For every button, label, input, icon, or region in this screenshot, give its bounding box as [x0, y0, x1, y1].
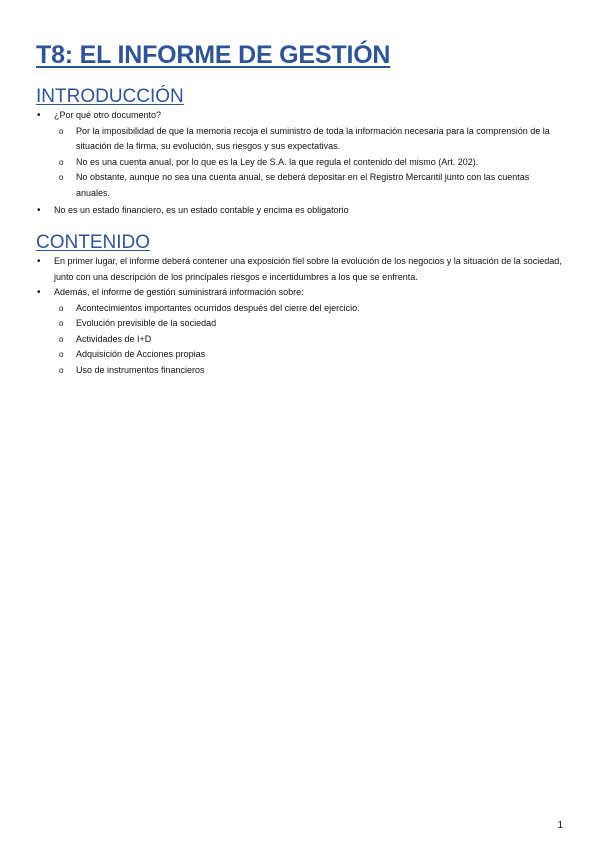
- list-item: [0, 108, 599, 124]
- list-item-text: No es una cuenta anual, por lo que es la Ley de S.A. la que regula el contenido del mismo (Art. 202).: [76, 156, 479, 167]
- circle-bullet-icon: o: [59, 365, 64, 375]
- bullet-icon: •: [37, 256, 41, 267]
- circle-bullet-icon: o: [59, 334, 64, 344]
- circle-bullet-icon: o: [59, 319, 64, 328]
- section-heading-introduccion: INTRODUCCIÓN: [36, 86, 184, 107]
- list-item-text: No obstante, aunque no sea una cuenta anual, se deberá depositar en el Registro Mercantil junto con las cuentas anuales.: [76, 172, 530, 198]
- bullet-icon: •: [37, 205, 41, 216]
- circle-bullet-icon: o: [59, 157, 64, 167]
- circle-bullet-icon: o: [59, 350, 64, 359]
- list-item: [0, 363, 599, 379]
- list-item-text: Evolución previsible de la sociedad: [76, 318, 217, 328]
- list-item: [0, 347, 599, 363]
- list-item: [0, 124, 599, 155]
- contenido-list: [0, 254, 599, 378]
- list-item: [0, 316, 599, 332]
- list-item-text: Acontecimientos importantes ocurridos después del cierre del ejercicio.: [76, 302, 360, 313]
- circle-bullet-icon: o: [59, 303, 64, 313]
- list-item-text: Adquisición de Acciones propias: [76, 349, 206, 359]
- section-heading-contenido: CONTENIDO: [36, 232, 150, 253]
- list-item: [0, 301, 599, 317]
- page-title: T8: EL INFORME DE GESTIÓN: [36, 41, 391, 69]
- list-item: [0, 155, 599, 171]
- list-item: [0, 285, 599, 301]
- list-item: [0, 203, 599, 219]
- intro-list: [0, 108, 599, 219]
- list-item-text: No es un estado financiero, es un estado contable y encima es obligatorio: [54, 205, 349, 215]
- list-item-text: Actividades de I+D: [76, 333, 152, 344]
- list-item: [0, 254, 599, 285]
- bullet-icon: •: [37, 110, 41, 121]
- list-item-text: Además, el informe de gestión suministrará información sobre:: [54, 287, 304, 297]
- list-item: [0, 332, 599, 348]
- circle-bullet-icon: o: [59, 173, 64, 182]
- bullet-icon: •: [37, 287, 41, 298]
- page-number: 1: [557, 820, 563, 831]
- list-item: [0, 170, 599, 201]
- list-item-text: Por la imposibilidad de que la memoria recoja el suministro de toda la información necesaria para la comprensión de la situación de la firma, su evolución, sus riesgos y sus expectativas.: [76, 125, 550, 151]
- list-item-text: Uso de instrumentos financieros: [76, 364, 205, 375]
- circle-bullet-icon: o: [59, 126, 64, 136]
- list-item-text: En primer lugar, el informe deberá contener una exposición fiel sobre la evolución de los negocios y la situación de la sociedad, junto con una descripción de los principales riesgos e incertidumbres a los que se enfrenta.: [54, 256, 562, 282]
- list-item-text: ¿Por qué otro documento?: [54, 110, 162, 120]
